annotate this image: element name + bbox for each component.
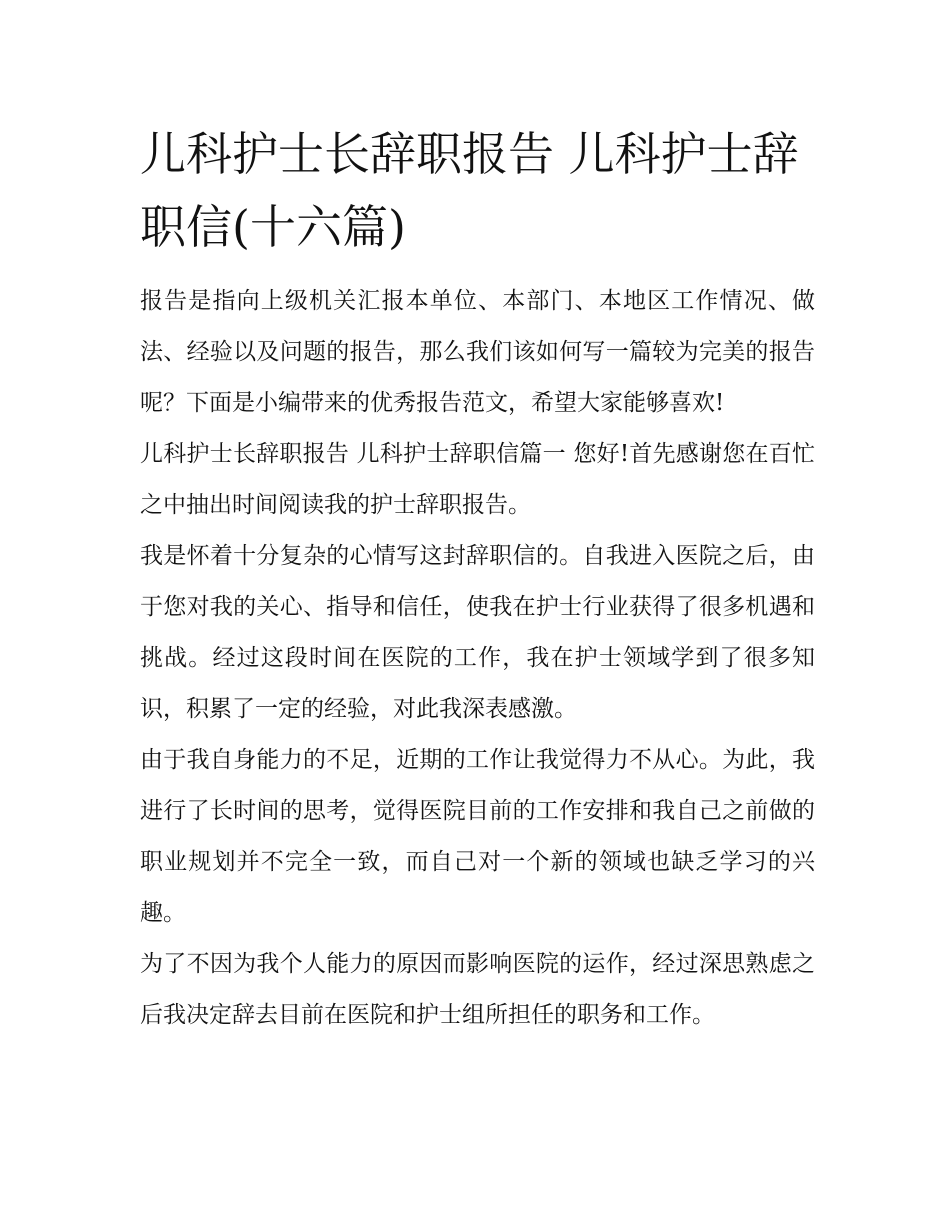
paragraph: 我是怀着十分复杂的心情写这封辞职信的。自我进入医院之后，由于您对我的关心、指导和信任，使我在护士行业获得了很多机遇和挑战。经过这段时间在医院的工作，我在护士领域学到了很多知识，积累了一定的经验，对此我深表感激。 [140, 543, 815, 722]
document-body [140, 276, 815, 1041]
paragraph: 为了不因为我个人能力的原因而影响医院的运作，经过深思熟虑之后我决定辞去目前在医院和护士组所担任的职务和工作。 [140, 951, 815, 1028]
paragraph: 报告是指向上级机关汇报本单位、本部门、本地区工作情况、做法、经验以及问题的报告，那么我们该如何写一篇较为完美的报告呢？下面是小编带来的优秀报告范文，希望大家能够喜欢! [140, 288, 815, 416]
document-title: 儿科护士长辞职报告 儿科护士辞职信(十六篇) [140, 127, 799, 254]
paragraph: 由于我自身能力的不足，近期的工作让我觉得力不从心。为此，我进行了长时间的思考，觉得医院目前的工作安排和我自己之前做的职业规划并不完全一致，而自己对一个新的领域也缺乏学习的兴趣。 [140, 747, 815, 926]
paragraph: 儿科护士长辞职报告 儿科护士辞职信篇一 您好!首先感谢您在百忙之中抽出时间阅读我的护士辞职报告。 [140, 441, 815, 518]
